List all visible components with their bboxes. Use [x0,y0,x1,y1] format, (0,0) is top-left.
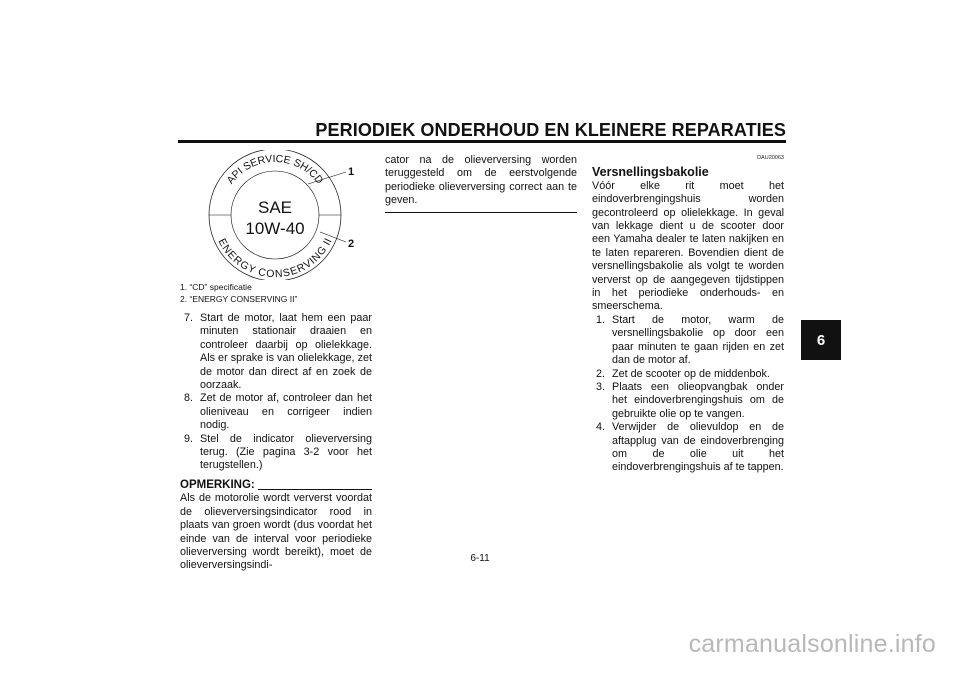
step-list-1 [180,312,372,473]
callout-label-2: 2 [348,238,355,250]
list-item: 1. Start de motor, warm de versnellingsbakolie op door een paar minuten te gaan rijden en zet dan de motor af. [596,313,784,367]
list-item: 2. Zet de scooter op de middenbok. [596,367,770,380]
section-intro: Vóór elke rit moet het eindoverbrengingshuis worden gecontroleerd op olielekkage. In geval van lekkage dient u de scooter door een Yamaha dealer te laten nakijken en te laten repareren. Bovendien dient de versnellingsbakolie als volgt te worden ververst op de aangegeven tijdstippen in het periodieke onderhouds- en smeerschema. [592,179,784,313]
list-item: 7. Start de motor, laat hem een paar minuten stationair draaien en controleer daarbij op olielekkage. Als er sprake is van olielekkage, zet de motor dan direct af en zoek de oorzaak. [184,312,372,392]
page-number: 6-11 [470,553,490,564]
watermark: carmanualsonline.info [688,630,936,658]
note-continuation: cator na de olieverversing worden teruggesteld om de eerstvolgende periodieke olieverversing correct aan te geven. [385,154,577,207]
seal-center-grade: 10W-40 [245,219,305,238]
seal-center-sae: SAE [257,198,293,217]
page-title: PERIODIEK ONDERHOUD EN KLEINERE REPARATIES [315,120,786,140]
step-list-3 [592,314,784,475]
section-code: DAU20063 [757,155,784,161]
caption-1: 1. “CD” specificatie [180,282,252,292]
section-heading: Versnellingsbakolie [592,165,709,180]
figure-captions [180,281,297,305]
chapter-tab: 6 [801,320,841,360]
title-rule [178,140,786,143]
list-item: 8. Zet de motor af, controleer dan het olieniveau en corrigeer indien nodig. [184,392,372,432]
oil-seal-diagram [200,150,370,280]
column-3 [592,152,784,475]
seal-top-text: API SERVICE SH/CD [224,152,326,187]
caption-2: 2. “ENERGY CONSERVING II” [180,294,298,304]
seal-bottom-text: ENERGY CONSERVING II [215,236,335,280]
column-2 [385,154,577,213]
list-item: 3. Plaats een olieopvangbak onder het eindoverbrengingshuis om de gebruikte olie op te vangen. [596,380,784,420]
list-item: 4. Verwijder de olievuldop en de aftapplug van de eindoverbrenging om de olie uit het eindoverbrengingshuis af te tappen. [596,421,784,474]
note-end-rule [385,212,577,213]
list-item: 9. Stel de indicator olieverversing terug. (Zie pagina 3-2 voor het terugstellen.) [184,432,372,472]
column-1 [180,312,372,573]
note-heading: OPMERKING: [180,479,372,492]
callout-label-1: 1 [348,166,355,178]
note-text: Als de motorolie wordt ververst voordat de olieverversingsindicator rood in plaats van groen wordt (dus voordat het einde van de interval voor periodieke olieverversing wordt bereikt), moet de olieverversingsindi- [180,492,372,572]
